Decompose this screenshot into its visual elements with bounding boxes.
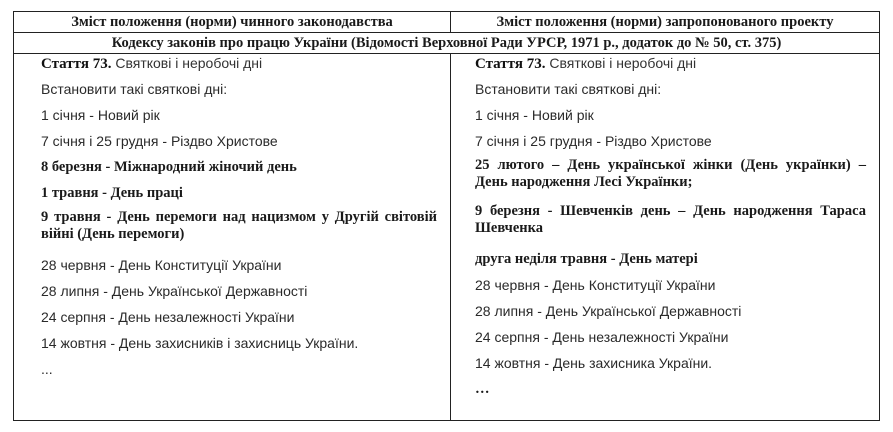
right-item-mothers-day: друга неділя травня - День матері (475, 251, 698, 267)
header-current-law: Зміст положення (норми) чинного законодавства (14, 12, 451, 33)
right-article-number: Стаття 73. (475, 56, 546, 72)
right-item-mar9: 9 березня - Шевченків день – День народження Тараса Шевченка (475, 203, 866, 236)
header-proposed-draft: Зміст положення (норми) запропонованого проекту (451, 12, 880, 33)
left-intro: Встановити такі святкові дні: (41, 81, 228, 97)
right-article-title: Святкові і неробочі дні (545, 55, 697, 71)
right-item-feb25: 25 лютого – День української жінки (День українки) – День народження Лесі Українки; (475, 157, 866, 190)
right-item-christmas: 7 січня і 25 грудня - Різдво Христове (475, 133, 712, 149)
right-article-heading (475, 55, 696, 73)
left-item-may1: 1 травня - День праці (41, 185, 183, 201)
right-item-jan1: 1 січня - Новий рік (475, 107, 594, 123)
left-item-jul28: 28 липня - День Української Державності (41, 283, 308, 299)
proposed-draft-column (451, 54, 880, 421)
source-row (14, 33, 880, 54)
header-row (14, 12, 880, 33)
left-item-may9: 9 травня - День перемоги над нацизмом у Другій світовій війні (День перемоги) (41, 209, 437, 242)
right-intro: Встановити такі святкові дні: (475, 81, 662, 97)
left-article-heading (41, 55, 262, 73)
comparison-table (13, 11, 880, 421)
left-item-aug24: 24 серпня - День незалежності України (41, 309, 295, 325)
left-item-jun28: 28 червня - День Конституції України (41, 257, 282, 273)
left-ellipsis: ... (41, 361, 53, 377)
right-item-jun28: 28 червня - День Конституції України (475, 277, 716, 293)
left-article-title: Святкові і неробочі дні (111, 55, 263, 71)
right-item-aug24: 24 серпня - День незалежності України (475, 329, 729, 345)
current-law-column (14, 54, 451, 421)
left-item-christmas: 7 січня і 25 грудня - Різдво Христове (41, 133, 278, 149)
left-article-number: Стаття 73. (41, 56, 112, 72)
source-code-title: Кодексу законів про працю України (Відомості Верховної Ради УРСР, 1971 р., додаток до № 50, ст. 375) (14, 33, 880, 54)
left-item-jan1: 1 січня - Новий рік (41, 107, 160, 123)
right-item-jul28: 28 липня - День Української Державності (475, 303, 742, 319)
right-item-oct14: 14 жовтня - День захисника України. (475, 355, 713, 371)
right-ellipsis: … (475, 381, 490, 397)
content-row (14, 54, 880, 421)
left-item-mar8: 8 березня - Міжнародний жіночий день (41, 159, 297, 175)
left-item-oct14: 14 жовтня - День захисників і захисниць України. (41, 335, 359, 351)
